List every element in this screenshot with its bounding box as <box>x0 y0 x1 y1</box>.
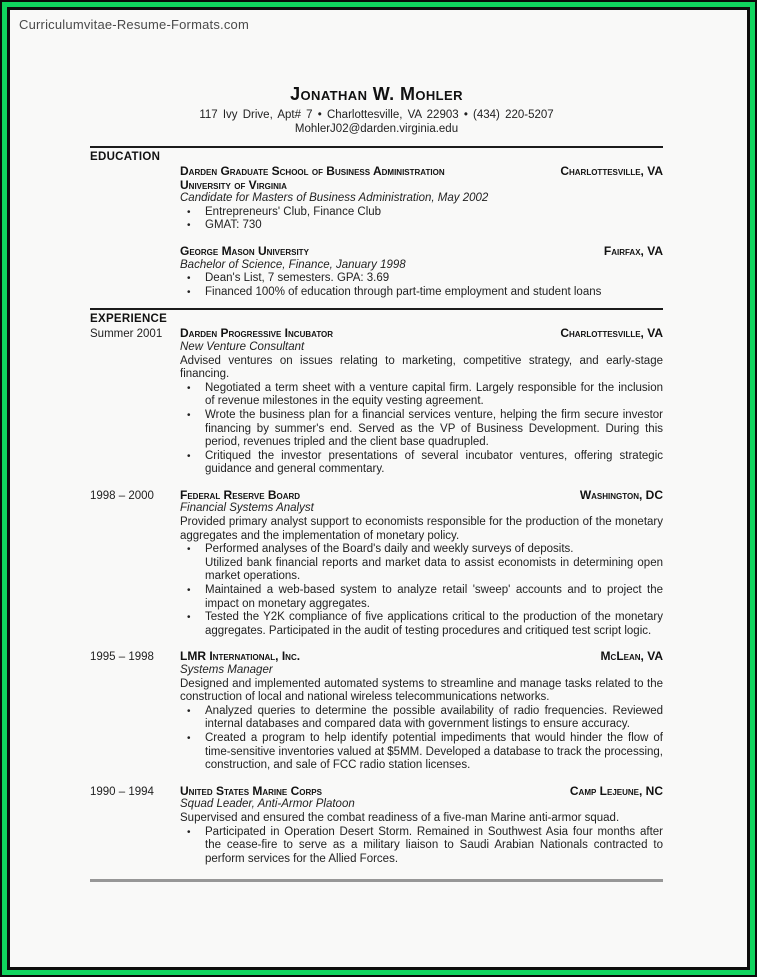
experience-bullets <box>180 705 663 773</box>
section-divider-mid <box>90 308 663 310</box>
entry-date: 1995 – 1998 <box>90 651 154 664</box>
section-divider-top <box>90 146 663 148</box>
bullet-marker-icon: • <box>187 286 191 298</box>
bullet-marker-icon: • <box>187 705 191 717</box>
education-section <box>90 151 663 299</box>
entry-date <box>90 245 180 299</box>
education-entry <box>90 165 663 233</box>
entry-date <box>90 165 180 233</box>
bullet-marker-icon: • <box>187 273 191 285</box>
experience-section <box>90 313 663 866</box>
experience-bullets <box>180 382 663 477</box>
job-summary: Provided primary analyst support to economists responsible for the production of the monetary aggregates and the implementation of monetary policy. <box>180 516 663 542</box>
company-name: Darden Progressive Incubator <box>180 326 334 341</box>
bullet-marker-icon: • <box>187 612 191 624</box>
school-location: Fairfax, VA <box>603 243 663 258</box>
job-summary: Supervised and ensured the combat readiness of a five-man Marine anti-armor squad. <box>180 811 620 824</box>
job-title: Squad Leader, Anti-Armor Platoon <box>180 798 355 811</box>
entry-date: 1990 – 1994 <box>90 785 154 798</box>
bullet-marker-icon: • <box>187 585 191 597</box>
company-name: LMR International, Inc. <box>180 649 301 664</box>
experience-bullets <box>180 826 663 867</box>
school-location: Charlottesville, VA <box>560 164 663 178</box>
job-title: New Venture Consultant <box>180 340 305 353</box>
bullet-marker-icon: • <box>187 544 191 556</box>
education-section-label: EDUCATION <box>90 151 161 163</box>
experience-entry <box>90 650 663 772</box>
company-location: Washington, DC <box>579 487 663 502</box>
bullet-marker-icon: • <box>187 220 191 232</box>
bullet-item: • Negotiated a term sheet with a venture capital firm. Largely responsible for the inclusion of revenue milestones in the equity vesting agreement. <box>180 382 663 409</box>
email-address: MohlerJ02@darden.virginia.edu <box>294 123 459 135</box>
bullet-item: • Financed 100% of education through part-time employment and student loans <box>180 286 663 300</box>
bullet-item: Utilized bank financial reports and market data to assist economists in determining open market operations. <box>205 556 663 583</box>
school-name: George Mason University <box>180 243 309 258</box>
degree-line: Bachelor of Science, Finance, January 1998 <box>180 258 406 271</box>
watermark-site-label: Curriculumvitae-Resume-Formats.com <box>19 17 250 32</box>
company-location: McLean, VA <box>600 649 663 664</box>
bullet-marker-icon: • <box>187 382 191 394</box>
company-location: Camp Lejeune, NC <box>569 783 663 798</box>
section-divider-bottom <box>90 879 663 882</box>
education-bullets <box>180 206 663 233</box>
bullet-item: • Tested the Y2K compliance of five applications critical to the production of the monetary aggregates. Participated in the audit of testing procedures and critiqued test script logic. <box>180 611 663 638</box>
experience-bullets <box>180 543 663 638</box>
bullet-item: • Wrote the business plan for a financial services venture, helping the firm secure investor financing by summer's end. Served as the VP of Business Development. During this period, revenues tripled and the client base quadrupled. <box>180 409 663 450</box>
bullet-item: • Participated in Operation Desert Storm. Remained in Southwest Asia four months after the cease-fire to serve as a military liaison to Saudi Arabian Nationals contracted to perform services for the Allied Forces. <box>180 826 663 867</box>
job-title: Systems Manager <box>180 664 273 676</box>
school-name-line2: University of Virginia <box>180 177 287 192</box>
bullet-marker-icon: • <box>187 206 191 218</box>
entry-date: 1998 – 2000 <box>90 489 154 502</box>
education-bullets <box>180 272 663 299</box>
bullet-item: • Dean's List, 7 semesters. GPA: 3.69 <box>180 272 663 286</box>
bullet-item: • Maintained a web-based system to analyze retail 'sweep' accounts and to project the impact on monetary aggregates. <box>180 584 663 611</box>
experience-entry <box>90 489 663 639</box>
bullet-marker-icon: • <box>187 732 191 744</box>
resume-header <box>90 84 663 135</box>
experience-section-label: EXPERIENCE <box>90 313 168 326</box>
person-name: Jonathan W. Mohler <box>290 84 463 104</box>
bullet-item: • Critiqued the investor presentations of several incubator ventures, offering strategic guidance and general commentary. <box>180 450 663 477</box>
bullet-marker-icon: • <box>187 826 191 838</box>
experience-entry <box>90 785 663 867</box>
bullet-item: • GMAT: 730 <box>180 219 663 233</box>
entry-date: Summer 2001 <box>90 328 163 341</box>
company-name: United States Marine Corps <box>180 783 322 798</box>
school-name: Darden Graduate School of Business Administration <box>180 164 445 178</box>
black-border <box>7 7 750 970</box>
resume-page <box>10 10 747 967</box>
job-title: Financial Systems Analyst <box>180 502 314 515</box>
bullet-marker-icon: • <box>187 409 191 421</box>
contact-line: 117 Ivy Drive, Apt# 7 • Charlottesville, VA 22903 • (434) 220-5207 <box>199 109 554 121</box>
job-summary: Advised ventures on issues relating to marketing, competitive strategy, and early-stage financing. <box>180 354 663 381</box>
bullet-item: • Entrepreneurs' Club, Finance Club <box>180 206 663 220</box>
bullet-item: • Analyzed queries to determine the possible availability of radio frequencies. Reviewed internal databases and compared data with government listings to ensure accuracy. <box>180 705 663 732</box>
education-entry <box>90 245 663 299</box>
bullet-item: • Performed analyses of the Board's daily and weekly surveys of deposits. <box>180 543 663 557</box>
degree-line: Candidate for Masters of Business Administration, May 2002 <box>180 192 489 205</box>
company-location: Charlottesville, VA <box>560 326 663 341</box>
resume-document <box>90 84 663 882</box>
green-border <box>2 2 755 975</box>
bullet-marker-icon: • <box>187 450 191 462</box>
bullet-item: • Created a program to help identify potential impediments that would hinder the flow of time-sensitive inventories valued at $5MM. Developed a database to track the processing, construction, and sale of FCC radio station licenses. <box>180 732 663 773</box>
job-summary: Designed and implemented automated systems to streamline and manage tasks related to the construction of local and national wireless telecommunications networks. <box>180 677 663 704</box>
company-name: Federal Reserve Board <box>180 487 301 502</box>
experience-entry <box>90 327 663 477</box>
